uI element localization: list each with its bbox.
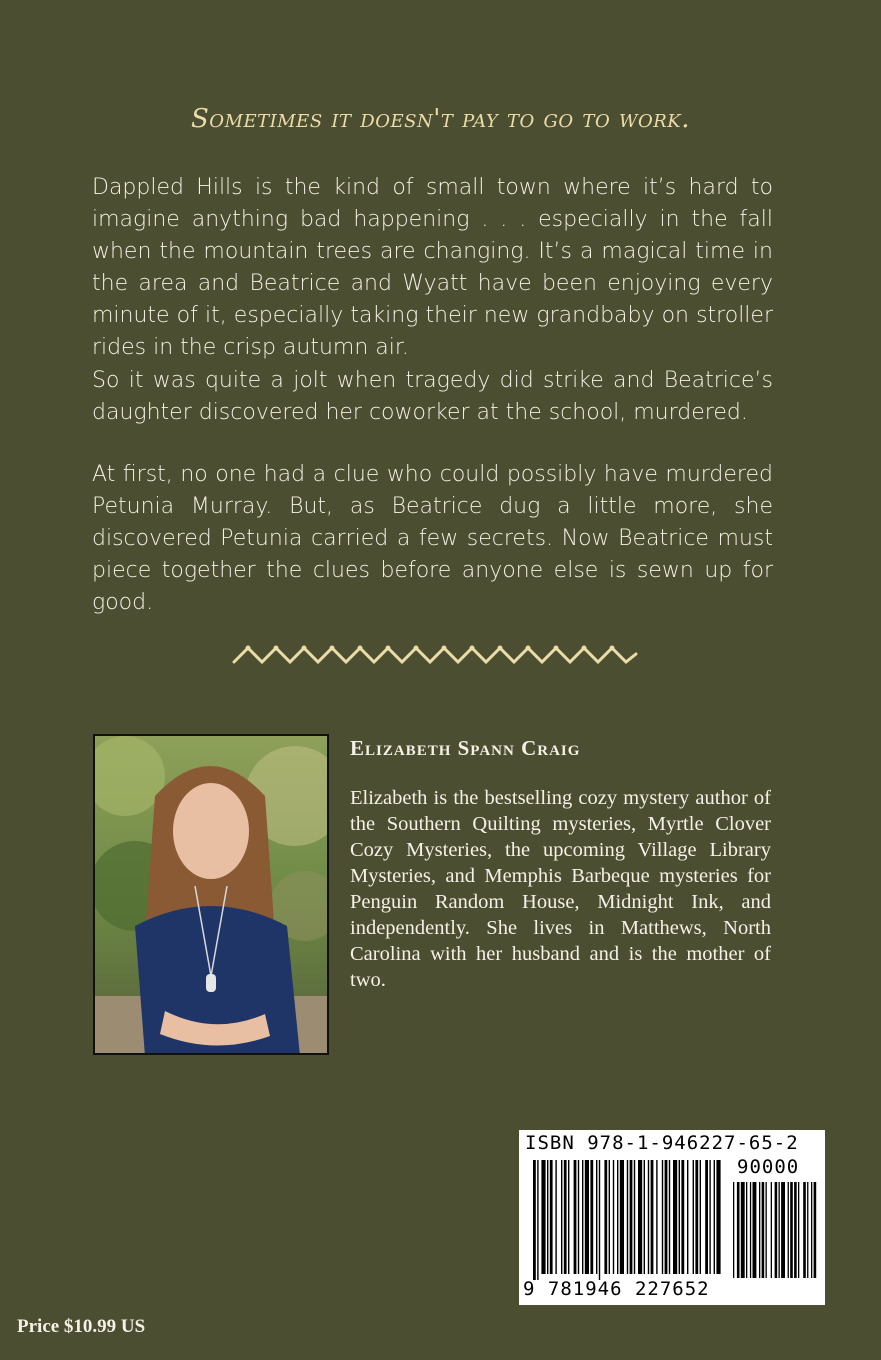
barcode-digits: 9 781946 227652 (523, 1278, 710, 1300)
barcode-addon-bar (788, 1182, 789, 1278)
barcode-bar (695, 1160, 698, 1274)
barcode-bar (585, 1160, 589, 1274)
blurb-paragraph-1: Dappled Hills is the kind of small town where it’s hard to imagine anything bad happening . . . especially in the fall when the mountain trees are changing. It’s a magical time in the area and Beatrice and Wyatt have been enjoying every minute of it, especially taking their new grandbaby on stroller rides in the crisp autumn air. (92, 175, 773, 360)
barcode-bar (634, 1160, 635, 1274)
barcode-addon-bar (781, 1182, 785, 1278)
barcode-bar (617, 1160, 618, 1274)
barcode-addon-bar (753, 1182, 757, 1278)
author-name: Elizabeth Spann Craig (350, 736, 581, 760)
price-label: Price $10.99 US (17, 1316, 146, 1337)
barcode-bar (627, 1160, 628, 1274)
barcode-bar (596, 1160, 597, 1274)
barcode-addon-bar (798, 1182, 799, 1278)
barcode-bar (561, 1160, 562, 1274)
barcode-bar (630, 1160, 633, 1274)
barcode-addon-bar (733, 1182, 734, 1278)
barcode-bar (547, 1160, 548, 1274)
isbn-barcode (519, 1130, 825, 1305)
barcode-addon-bar (790, 1182, 793, 1278)
author-photo (93, 734, 329, 1055)
barcode-bar (644, 1160, 645, 1274)
barcode-bar (582, 1160, 583, 1274)
barcode-bar (714, 1160, 715, 1274)
barcode-addon-bar (775, 1182, 778, 1278)
barcode-addon-bar (803, 1182, 806, 1278)
barcode-bar (533, 1160, 536, 1280)
barcode-bar (681, 1160, 684, 1274)
barcode-bar (673, 1160, 677, 1274)
barcode-bar (568, 1160, 569, 1274)
barcode-addon-bar (794, 1182, 797, 1278)
barcode-bar (693, 1160, 694, 1274)
barcode-bar (599, 1160, 600, 1280)
barcode-addon-bar (807, 1182, 808, 1278)
barcode-bar (613, 1160, 614, 1274)
barcode-bar (679, 1160, 680, 1274)
barcode-addon-bar (759, 1182, 760, 1278)
barcode-bar (590, 1160, 593, 1274)
barcode-addon-bar (779, 1182, 780, 1278)
barcode-bar (651, 1160, 654, 1274)
barcode-addon-bar (766, 1182, 767, 1278)
barcode-addon-bar (814, 1182, 817, 1278)
barcode-bar (709, 1160, 710, 1274)
barcode-bar (564, 1160, 567, 1274)
blurb-paragraph-3: At first, no one had a clue who could possibly have murdered Petunia Murray. But, as Beatrice dug a little more, she discovered Petunia carried a few secrets. Now Beatrice must piece together the clues before anyone else is sewn up for good. (92, 462, 773, 615)
barcode-bar (669, 1160, 670, 1274)
barcode-bar (665, 1160, 668, 1274)
barcode-addon-bar (750, 1182, 751, 1278)
barcode-addon-bar (762, 1182, 765, 1278)
barcode-bar (648, 1160, 649, 1274)
barcode-bar (537, 1160, 538, 1280)
barcode-bar (550, 1160, 553, 1274)
barcode-bar (541, 1160, 545, 1274)
barcode-bar (716, 1160, 720, 1274)
barcode-bar (609, 1160, 610, 1274)
barcode-addon-bar (737, 1182, 740, 1278)
price-code: 90000 (737, 1156, 800, 1178)
barcode-bar (604, 1160, 607, 1274)
barcode-bar (687, 1160, 688, 1274)
isbn-label: ISBN 978-1-946227-65-2 (525, 1132, 799, 1154)
barcode-bar (662, 1160, 663, 1274)
barcode-addon-bar (771, 1182, 772, 1278)
blurb-paragraph-2: So it was quite a jolt when tragedy did strike and Beatrice’s daughter discovered her coworker at the school, murdered. (92, 368, 773, 425)
barcode-bar (700, 1160, 701, 1274)
tagline: Sometimes it doesn't pay to go to work. (191, 104, 690, 134)
barcode-bar (578, 1160, 579, 1274)
barcode-addon-bar (811, 1182, 812, 1278)
barcode-bar (656, 1160, 657, 1274)
barcode-addon-bar (746, 1182, 747, 1278)
decorative-divider (232, 640, 638, 670)
barcode-addon-bar (741, 1182, 745, 1278)
barcode-bar (638, 1160, 642, 1274)
barcode-bar (555, 1160, 556, 1274)
barcode-bar (620, 1160, 624, 1274)
barcode-bar (705, 1160, 708, 1274)
barcode-bar (574, 1160, 577, 1274)
author-bio: Elizabeth is the bestselling cozy mystery author of the Southern Quilting mysteries, Myrtle Clover Cozy Mysteries, the upcoming Village Library Mysteries, and Memphis Barbeque mysteries for Penguin Random House, Midnight Ink, and independently. She lives in Matthews, North Carolina with her husband and is the mother of two. (350, 787, 771, 991)
